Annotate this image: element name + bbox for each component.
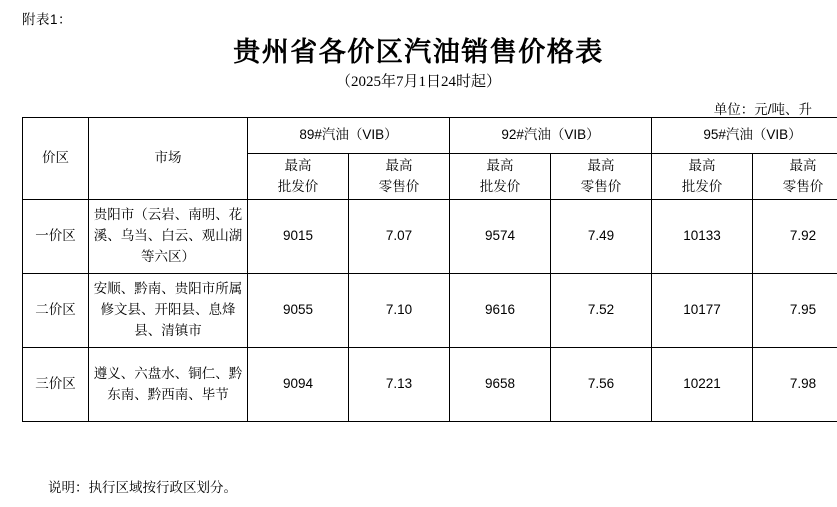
- page-title: 贵州省各价区汽油销售价格表: [233, 37, 604, 67]
- row-market: 遵义、六盘水、铜仁、黔东南、黔西南、毕节: [89, 348, 248, 422]
- table-row: [23, 348, 837, 422]
- header-group-89: 89#汽油（VIB）: [248, 118, 450, 154]
- row-zone: 三价区: [23, 348, 89, 422]
- header-92-wholesale: 最高 批发价: [450, 154, 551, 200]
- header-group-92: 92#汽油（VIB）: [450, 118, 652, 154]
- row-92-wholesale: 9658: [450, 348, 551, 422]
- row-95-retail: 7.95: [753, 274, 837, 348]
- header-zone: 价区: [23, 118, 89, 200]
- row-89-retail: 7.07: [349, 200, 450, 274]
- row-92-retail: 7.52: [551, 274, 652, 348]
- price-table-container: [22, 117, 824, 422]
- row-89-retail: 7.13: [349, 348, 450, 422]
- header-market: 市场: [89, 118, 248, 200]
- price-table: [22, 117, 837, 422]
- attachment-label: 附表1：: [22, 12, 73, 27]
- table-row: [23, 274, 837, 348]
- row-95-wholesale: 10221: [652, 348, 753, 422]
- row-92-wholesale: 9616: [450, 274, 551, 348]
- page-subtitle: （2025年7月1日24时起）: [335, 74, 501, 90]
- header-89-wholesale: 最高 批发价: [248, 154, 349, 200]
- row-95-retail: 7.92: [753, 200, 837, 274]
- row-95-retail: 7.98: [753, 348, 837, 422]
- row-89-retail: 7.10: [349, 274, 450, 348]
- header-92-retail: 最高 零售价: [551, 154, 652, 200]
- row-89-wholesale: 9015: [248, 200, 349, 274]
- row-zone: 一价区: [23, 200, 89, 274]
- footer-note: 说明：执行区域按行政区划分。: [48, 480, 237, 495]
- row-92-retail: 7.49: [551, 200, 652, 274]
- header-95-wholesale: 最高 批发价: [652, 154, 753, 200]
- table-row: [23, 200, 837, 274]
- row-89-wholesale: 9055: [248, 274, 349, 348]
- row-market: 贵阳市（云岩、南明、花溪、乌当、白云、观山湖等六区）: [89, 200, 248, 274]
- table-header-group-row: [23, 118, 837, 154]
- unit-note: 单位：元/吨、升: [713, 102, 812, 117]
- header-95-retail: 最高 零售价: [753, 154, 837, 200]
- header-89-retail: 最高 零售价: [349, 154, 450, 200]
- header-group-95: 95#汽油（VIB）: [652, 118, 837, 154]
- row-95-wholesale: 10177: [652, 274, 753, 348]
- row-89-wholesale: 9094: [248, 348, 349, 422]
- row-92-wholesale: 9574: [450, 200, 551, 274]
- row-95-wholesale: 10133: [652, 200, 753, 274]
- row-92-retail: 7.56: [551, 348, 652, 422]
- row-market: 安顺、黔南、贵阳市所属修文县、开阳县、息烽县、清镇市: [89, 274, 248, 348]
- row-zone: 二价区: [23, 274, 89, 348]
